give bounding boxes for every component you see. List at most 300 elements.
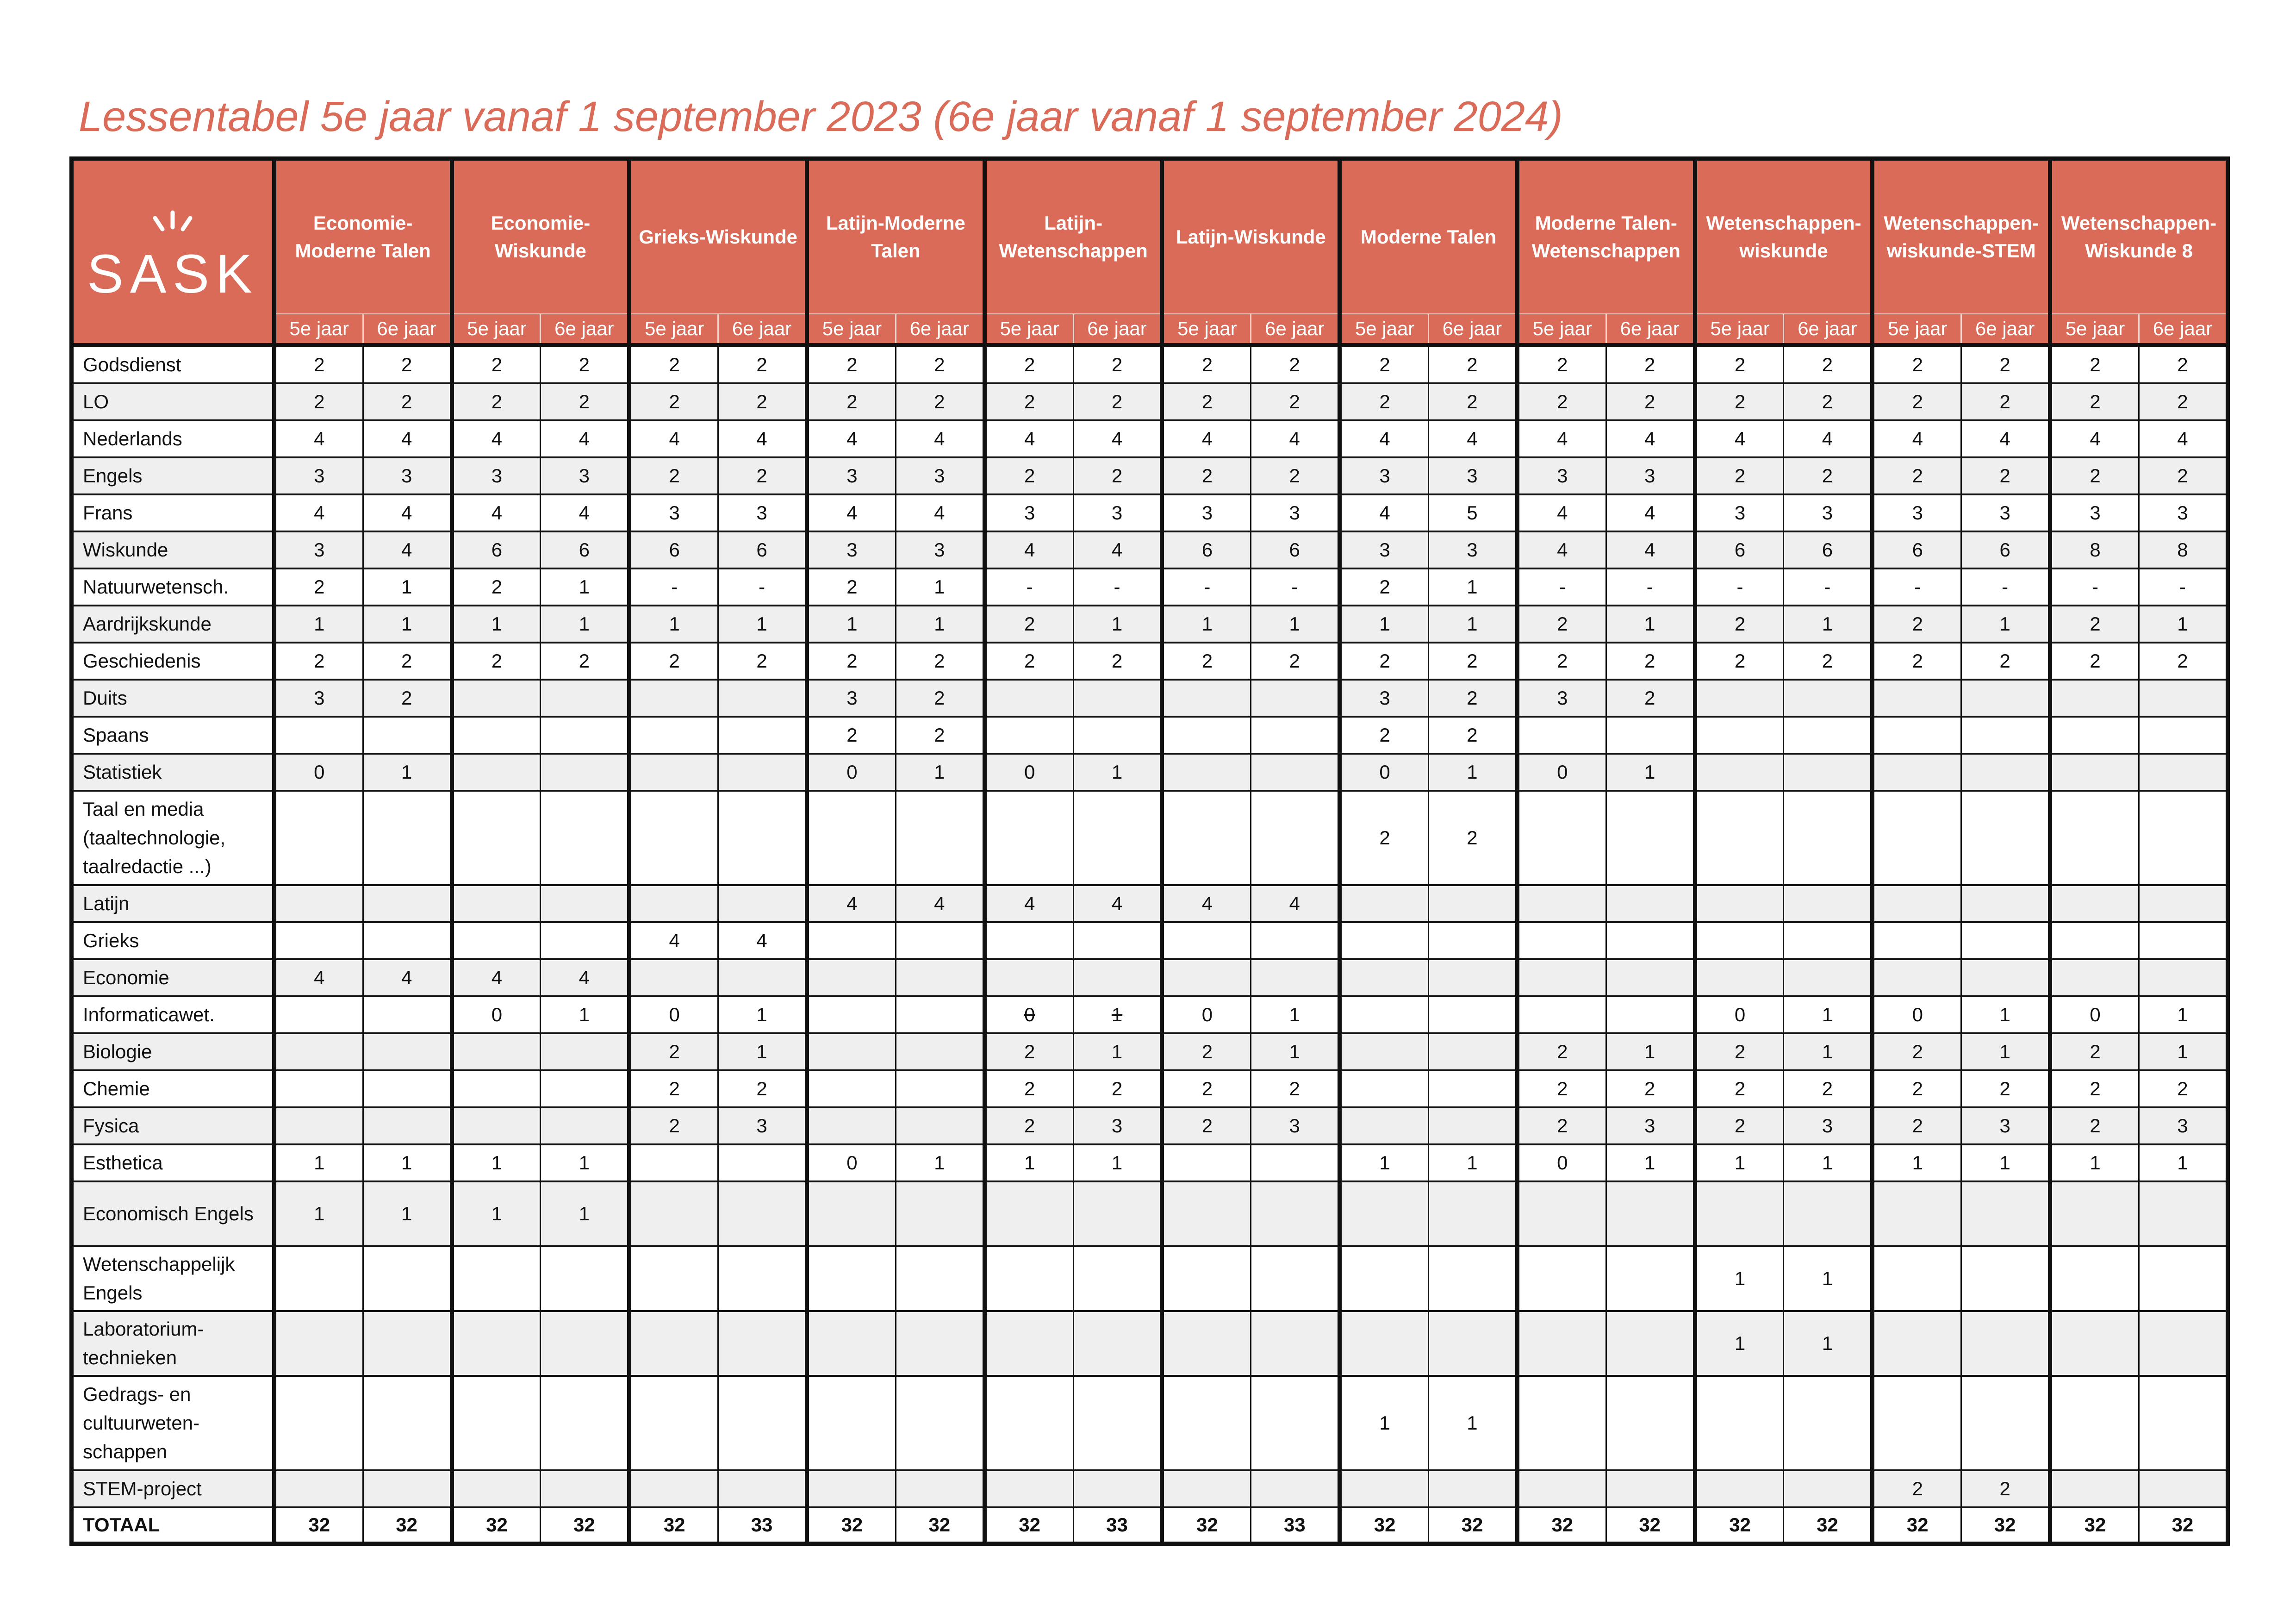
hours-cell: 4 [1340,494,1429,531]
hours-cell [1251,1311,1340,1376]
year-header: 5e jaar [1695,314,1784,345]
hours-cell [274,885,363,922]
hours-cell: 2 [1961,643,2050,680]
hours-cell [1340,1470,1429,1507]
hours-cell: 2 [2050,606,2139,643]
hours-cell: 0 [274,754,363,791]
hours-cell: 6 [1784,531,1873,568]
hours-cell: 2 [984,1107,1073,1144]
hours-cell [1606,959,1695,996]
hours-cell: 1 [984,1144,1073,1181]
hours-cell [1073,680,1162,717]
hours-cell: 1 [363,606,452,643]
hours-cell: 0 [629,996,718,1033]
hours-cell: 0 [807,754,896,791]
hours-cell: - [2139,568,2228,606]
hours-cell [1961,717,2050,754]
hours-cell [629,680,718,717]
hours-cell [2139,1311,2228,1376]
hours-cell [541,680,629,717]
hours-cell [896,1246,984,1311]
subject-row [72,791,2228,885]
hours-cell: 2 [1162,643,1251,680]
hours-cell [1073,922,1162,959]
hours-cell: 3 [1517,680,1606,717]
hours-cell: 3 [1961,1107,2050,1144]
hours-cell [541,1070,629,1107]
hours-cell [1873,717,1961,754]
year-header: 6e jaar [541,314,629,345]
hours-cell [718,959,807,996]
group-header: Wetenschappen-wiskunde [1695,159,1873,314]
subject-name: LO [72,383,274,420]
hours-cell: 0 [1340,754,1429,791]
hours-cell: 3 [1073,1107,1162,1144]
hours-cell: 3 [274,457,363,494]
hours-cell: 3 [807,680,896,717]
hours-cell: 2 [1517,1107,1606,1144]
hours-cell [1429,1246,1518,1311]
hours-cell: 3 [1517,457,1606,494]
hours-cell [629,885,718,922]
hours-cell: 2 [984,606,1073,643]
total-cell: 32 [1606,1507,1695,1544]
subject-row [72,754,2228,791]
hours-cell [2050,680,2139,717]
hours-cell: 3 [452,457,541,494]
group-header: Latijn-Moderne Talen [807,159,985,314]
group-header: Moderne Talen-Wetenschappen [1517,159,1695,314]
hours-cell: 1 [1961,606,2050,643]
subject-name: Fysica [72,1107,274,1144]
hours-cell [718,680,807,717]
hours-cell [1251,959,1340,996]
hours-cell [1784,885,1873,922]
hours-cell: 1 [1784,1144,1873,1181]
hours-cell [452,885,541,922]
total-cell: 32 [896,1507,984,1544]
hours-cell [629,959,718,996]
hours-cell [718,1311,807,1376]
hours-cell [274,717,363,754]
hours-cell: 1 [1961,1144,2050,1181]
hours-cell: 2 [629,457,718,494]
hours-cell [274,996,363,1033]
hours-cell [1517,922,1606,959]
hours-cell: 2 [1517,383,1606,420]
hours-cell [452,680,541,717]
hours-cell: 1 [896,568,984,606]
hours-cell: 2 [1961,383,2050,420]
hours-cell [452,1311,541,1376]
hours-cell [1873,1311,1961,1376]
hours-cell: 2 [274,345,363,384]
hours-cell: 3 [984,494,1073,531]
hours-cell [1695,1181,1784,1246]
year-header: 6e jaar [896,314,984,345]
hours-cell: 2 [363,345,452,384]
hours-cell: 2 [1162,1107,1251,1144]
hours-cell: 2 [452,643,541,680]
hours-cell [1961,680,2050,717]
hours-cell: 1 [1073,754,1162,791]
hours-cell [629,1470,718,1507]
hours-cell [1695,1470,1784,1507]
hours-cell [541,1470,629,1507]
hours-cell: 1 [1162,606,1251,643]
hours-cell [1784,754,1873,791]
hours-cell: 8 [2050,531,2139,568]
hours-cell: 1 [1073,1144,1162,1181]
hours-cell: 2 [452,568,541,606]
hours-cell [1429,996,1518,1033]
hours-cell: 2 [896,643,984,680]
hours-cell [1340,996,1429,1033]
hours-cell: 0 [1873,996,1961,1033]
hours-cell [896,1070,984,1107]
hours-cell: 2 [1429,680,1518,717]
hours-cell [2050,1181,2139,1246]
hours-cell: 4 [718,922,807,959]
hours-cell: 2 [1695,1107,1784,1144]
year-header: 6e jaar [363,314,452,345]
hours-cell: 1 [807,606,896,643]
hours-cell: 0 [1517,1144,1606,1181]
total-cell: 32 [541,1507,629,1544]
hours-cell [896,922,984,959]
group-header: Wetenschappen-wiskunde-STEM [1873,159,2050,314]
hours-cell [896,996,984,1033]
hours-cell: 2 [984,457,1073,494]
hours-cell: 2 [1873,1470,1961,1507]
subject-row [72,885,2228,922]
hours-cell: 3 [2139,494,2228,531]
hours-cell: 1 [1429,606,1518,643]
hours-cell: - [1517,568,1606,606]
subject-row [72,531,2228,568]
hours-cell [718,1470,807,1507]
hours-cell [896,959,984,996]
hours-cell [363,1376,452,1470]
hours-cell [2139,754,2228,791]
subject-name: Aardrijkskunde [72,606,274,643]
hours-cell: 2 [2050,457,2139,494]
hours-cell: 2 [1073,643,1162,680]
group-header: Moderne Talen [1340,159,1518,314]
hours-cell: 2 [984,383,1073,420]
hours-cell: 2 [1695,345,1784,384]
hours-cell [274,1470,363,1507]
hours-cell: 2 [1606,643,1695,680]
year-header: 6e jaar [1961,314,2050,345]
hours-cell [1606,1311,1695,1376]
subject-name: Wetenschappelijk Engels [72,1246,274,1311]
hours-cell [2139,1470,2228,1507]
hours-cell: 3 [274,680,363,717]
total-cell: 32 [1695,1507,1784,1544]
group-header: Wetenschappen-Wiskunde 8 [2050,159,2228,314]
hours-cell: 2 [1873,1107,1961,1144]
hours-cell [1784,791,1873,885]
hours-cell: 1 [274,606,363,643]
hours-cell: 2 [452,345,541,384]
hours-cell: 1 [2139,1033,2228,1070]
hours-cell: 3 [363,457,452,494]
hours-cell [807,1246,896,1311]
hours-cell: 3 [1606,1107,1695,1144]
hours-cell: 2 [718,345,807,384]
lessentabel-table [69,156,2230,1546]
subject-row [72,457,2228,494]
year-header: 5e jaar [1340,314,1429,345]
hours-cell: 0 [1517,754,1606,791]
hours-cell [1784,922,1873,959]
hours-cell [1162,959,1251,996]
hours-cell: 5 [1429,494,1518,531]
hours-cell [807,1311,896,1376]
hours-cell [984,1376,1073,1470]
hours-cell: 1 [1606,1144,1695,1181]
hours-cell: 6 [1873,531,1961,568]
hours-cell: 1 [896,1144,984,1181]
hours-cell [1340,1181,1429,1246]
hours-cell: 4 [541,420,629,457]
hours-cell [1695,885,1784,922]
hours-cell: 3 [1340,531,1429,568]
hours-cell: 1 [2139,606,2228,643]
total-cell: 32 [1873,1507,1961,1544]
subject-row [72,606,2228,643]
hours-cell: 4 [1073,420,1162,457]
hours-cell: - [718,568,807,606]
total-cell: 32 [629,1507,718,1544]
total-cell: 32 [2139,1507,2228,1544]
hours-cell [1162,922,1251,959]
hours-cell: 2 [1251,1070,1340,1107]
hours-cell [452,791,541,885]
hours-cell: - [2050,568,2139,606]
hours-cell [1429,1311,1518,1376]
hours-cell: 2 [1695,457,1784,494]
hours-cell: 3 [1251,1107,1340,1144]
hours-cell: 1 [718,606,807,643]
hours-cell: 0 [807,1144,896,1181]
subject-name: Economie [72,959,274,996]
hours-cell: 2 [363,643,452,680]
hours-cell [2050,885,2139,922]
hours-cell [1162,791,1251,885]
hours-cell: - [1251,568,1340,606]
hours-cell: 4 [1606,420,1695,457]
hours-cell: 3 [2139,1107,2228,1144]
hours-cell [1961,791,2050,885]
hours-cell: 2 [2050,345,2139,384]
hours-cell [1873,959,1961,996]
hours-cell: 1 [1340,606,1429,643]
hours-cell [1340,885,1429,922]
subject-name: Economisch Engels [72,1181,274,1246]
hours-cell [1873,922,1961,959]
hours-cell: 1 [1695,1311,1784,1376]
hours-cell: 2 [718,1070,807,1107]
hours-cell: 1 [1429,568,1518,606]
hours-cell: 3 [541,457,629,494]
hours-cell: 2 [1251,643,1340,680]
hours-cell [807,922,896,959]
hours-cell: 4 [1784,420,1873,457]
hours-cell [363,717,452,754]
hours-cell [1873,1376,1961,1470]
hours-cell: 2 [1073,1070,1162,1107]
hours-cell: 2 [1162,457,1251,494]
hours-cell: 2 [2139,383,2228,420]
hours-cell: - [1873,568,1961,606]
hours-cell: 4 [452,959,541,996]
hours-cell: 3 [1961,494,2050,531]
hours-cell: 3 [1251,494,1340,531]
hours-cell: 2 [1429,345,1518,384]
hours-cell: 1 [2050,1144,2139,1181]
hours-cell [2139,1181,2228,1246]
hours-cell: 2 [363,383,452,420]
hours-cell: 2 [1873,1033,1961,1070]
hours-cell: 2 [984,1070,1073,1107]
hours-cell: 4 [984,885,1073,922]
hours-cell [1606,922,1695,959]
hours-cell [1606,996,1695,1033]
hours-cell: 4 [718,420,807,457]
hours-cell [1606,717,1695,754]
hours-cell: 1 [1784,1246,1873,1311]
hours-cell [718,717,807,754]
hours-cell: 1 [1429,1376,1518,1470]
hours-cell [1695,680,1784,717]
subject-row [72,1246,2228,1311]
hours-cell [807,1376,896,1470]
hours-cell: 6 [1695,531,1784,568]
hours-cell [541,717,629,754]
hours-cell: 6 [1162,531,1251,568]
hours-cell: 1 [363,1181,452,1246]
hours-cell: 4 [1340,420,1429,457]
year-header: 6e jaar [1429,314,1518,345]
hours-cell: 8 [2139,531,2228,568]
hours-cell [1162,1311,1251,1376]
total-cell: 32 [1429,1507,1518,1544]
hours-cell: 2 [807,345,896,384]
hours-cell [541,1311,629,1376]
hours-cell [984,791,1073,885]
hours-cell [363,1107,452,1144]
hours-cell: 0 [452,996,541,1033]
hours-cell: - [1784,568,1873,606]
hours-cell [1251,922,1340,959]
hours-cell: 4 [2139,420,2228,457]
page-title: Lessentabel 5e jaar vanaf 1 september 2023 (6e jaar vanaf 1 september 2024) [79,93,1563,140]
hours-cell: 2 [2139,1070,2228,1107]
hours-cell [1340,1033,1429,1070]
group-header-row [72,159,2228,314]
subject-name: Statistiek [72,754,274,791]
hours-cell: 4 [1517,494,1606,531]
hours-cell [1340,959,1429,996]
hours-cell: 0 [1695,996,1784,1033]
hours-cell: 2 [1606,345,1695,384]
logo-text: SASK [87,243,259,305]
hours-cell: 1 [363,1144,452,1181]
hours-cell [807,1181,896,1246]
hours-cell [1873,1246,1961,1311]
hours-cell: 3 [718,1107,807,1144]
hours-cell: 4 [896,420,984,457]
hours-cell: 2 [718,457,807,494]
hours-cell: 4 [1429,420,1518,457]
hours-cell: 2 [807,717,896,754]
subject-row [72,959,2228,996]
total-cell: 33 [718,1507,807,1544]
hours-cell [2050,1246,2139,1311]
hours-cell [274,1311,363,1376]
hours-cell: 4 [274,959,363,996]
subject-row [72,1470,2228,1507]
subject-name: Informaticawet. [72,996,274,1033]
total-cell: 32 [274,1507,363,1544]
hours-cell: 2 [1340,568,1429,606]
hours-cell [274,1070,363,1107]
hours-cell: 2 [718,643,807,680]
hours-cell: 4 [363,420,452,457]
hours-cell: 2 [1695,1033,1784,1070]
total-cell: 32 [452,1507,541,1544]
hours-cell [2139,959,2228,996]
hours-cell [984,1470,1073,1507]
year-header: 5e jaar [807,314,896,345]
hours-cell [1162,680,1251,717]
hours-cell [2050,1311,2139,1376]
hours-cell: 4 [629,922,718,959]
hours-cell [1073,1246,1162,1311]
hours-cell [984,680,1073,717]
total-cell: 32 [2050,1507,2139,1544]
hours-cell [984,1311,1073,1376]
hours-cell: 2 [629,1033,718,1070]
hours-cell: 1 [1695,1144,1784,1181]
hours-cell: 2 [1162,383,1251,420]
hours-cell [2139,1246,2228,1311]
hours-cell: 2 [1073,457,1162,494]
hours-cell: 2 [1873,643,1961,680]
hours-cell: 1 [1873,1144,1961,1181]
hours-cell: 1 [1961,1033,2050,1070]
hours-cell: 1 [363,568,452,606]
hours-cell: - [1606,568,1695,606]
subject-row [72,420,2228,457]
hours-cell [452,1470,541,1507]
subject-row [72,922,2228,959]
hours-cell: 3 [1873,494,1961,531]
hours-cell: 4 [1162,885,1251,922]
hours-cell: 1 [1251,1033,1340,1070]
hours-cell: 1 [1695,1246,1784,1311]
group-header: Economie-Moderne Talen [274,159,452,314]
hours-cell: 2 [1873,606,1961,643]
subject-row [72,1144,2228,1181]
hours-cell [629,754,718,791]
hours-cell: 2 [2050,1033,2139,1070]
hours-cell [807,1107,896,1144]
hours-cell: 2 [2139,643,2228,680]
hours-cell [541,754,629,791]
